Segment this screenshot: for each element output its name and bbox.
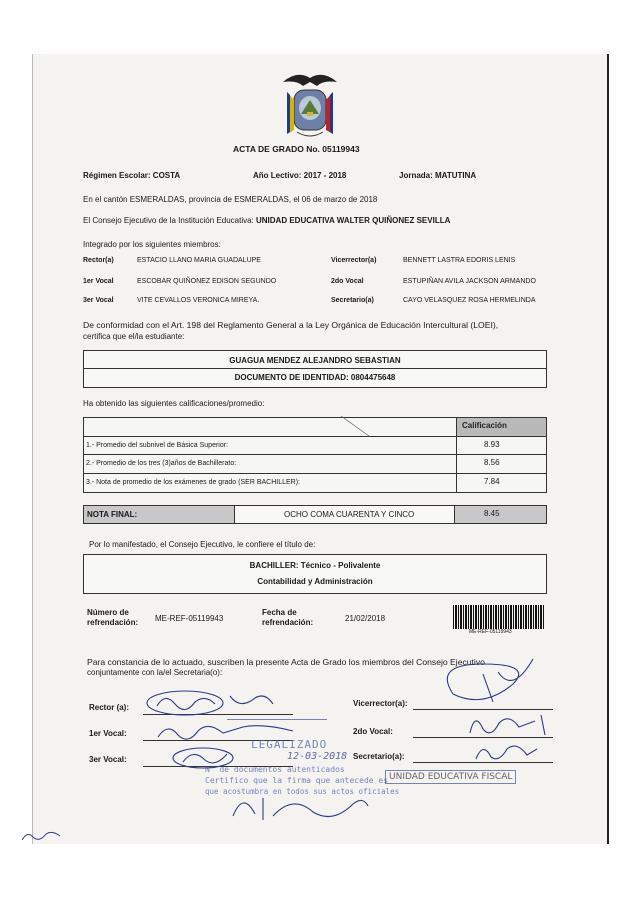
certification-stamp-2: que acostumbra en todos sus actos oficiales: [205, 787, 400, 796]
title-intro: Por lo manifestado, el Consejo Ejecutivo, le confiere el título de:: [89, 540, 316, 549]
member-role: Secretario(a): [331, 297, 374, 304]
member-name: ESTUPIÑAN AVILA JACKSON ARMANDO: [403, 278, 536, 285]
regimen-escolar: Régimen Escolar: COSTA: [83, 171, 181, 180]
final-grade-row: [83, 505, 547, 524]
secretario-signature: [471, 739, 541, 765]
location-date-line: En el cantón ESMERALDAS, provincia de ESMERALDAS, el 06 de marzo de 2018: [83, 195, 378, 204]
grade-row-label: 2.- Promedio de los tres (3)años de Bachillerato:: [86, 460, 237, 467]
conformity-line-2: certifica que el/la estudiante:: [83, 332, 185, 341]
vicerrector-label: Vicerrector(a):: [353, 699, 408, 708]
final-grade-label: NOTA FINAL:: [87, 510, 138, 519]
institution-prefix: El Consejo Ejecutivo de la Institución Educativa:: [83, 216, 254, 225]
member-name: VITE CEVALLOS VERONICA MIREYA.: [137, 297, 260, 304]
member-role: 1er Vocal: [83, 278, 114, 285]
ref-number-label: [87, 608, 138, 628]
ecuador-coat-of-arms-icon: [277, 70, 343, 140]
final-grade-value: 8.45: [484, 509, 500, 518]
member-name: BENNETT LASTRA EDORIS LENIS: [403, 257, 516, 264]
ref-number-label-1: Número de: [87, 608, 129, 617]
ref-date-label-1: Fecha de: [262, 608, 297, 617]
member-name: CAYO VELASQUEZ ROSA HERMELINDA: [403, 297, 536, 304]
ref-date-label: [262, 608, 313, 628]
grade-row-value: 7.84: [484, 477, 500, 486]
grades-table: [83, 417, 547, 493]
member-name: ESTACIO LLANO MARIA GUADALUPE: [137, 257, 261, 264]
unidad-educativa-stamp: UNIDAD EDUCATIVA FISCAL: [385, 770, 516, 784]
ref-number-value: ME-REF-05119943: [155, 614, 224, 623]
grade-row-label: 3.- Nota de promedio de los exámenes de grado (SER BACHILLER):: [86, 479, 300, 486]
document-title: ACTA DE GRADO No. 05119943: [233, 144, 360, 154]
anio-lectivo: Año Lectivo: 2017 - 2018: [253, 171, 347, 180]
secretario-label: Secretario(a):: [353, 752, 405, 761]
members-label: Integrado por los siguientes miembros:: [83, 240, 221, 249]
legalization-stamp-header: [227, 719, 337, 724]
institution-line: [83, 216, 450, 225]
ref-date-value: 21/02/2018: [345, 614, 386, 623]
member-role: 3er Vocal: [83, 297, 114, 304]
grade-row-value: 8.56: [484, 458, 500, 467]
vocal1-label: 1er Vocal:: [89, 729, 127, 738]
member-role: 2do Vocal: [331, 278, 364, 285]
grade-row-label: 1.- Promedio del subnivel de Básica Superior:: [86, 442, 229, 449]
student-box: [83, 350, 547, 388]
conformity-line-1: De conformidad con el Art. 198 del Reglamento General a la Ley Orgánica de Educación Intercultural (LOEI),: [83, 320, 499, 330]
vocal2-label: 2do Vocal:: [353, 727, 393, 736]
ref-number-label-2: refrendación:: [87, 618, 139, 627]
legalizado-stamp: LEGALIZADO: [251, 738, 328, 751]
vicerrector-signature: [423, 654, 553, 714]
degree-title-line-2: Contabilidad y Administración: [257, 577, 373, 586]
vocal3-label: 3er Vocal:: [89, 755, 127, 764]
student-document: DOCUMENTO DE IDENTIDAD: 0804475648: [234, 373, 396, 382]
document-page: [32, 54, 609, 844]
margin-annotation: [20, 826, 70, 844]
member-role: Rector(a): [83, 257, 114, 264]
certification-stamp: Certifico que la firma que antecede es: [205, 776, 389, 785]
grade-row-value: 8.93: [484, 440, 500, 449]
barcode-caption: ME-REF-05119943: [469, 629, 512, 635]
degree-title-line-1: BACHILLER: Técnico - Polivalente: [249, 561, 381, 570]
institution-name: UNIDAD EDUCATIVA WALTER QUIÑONEZ SEVILLA: [256, 216, 451, 225]
closing-line-2: conjuntamente con la/el Secretaria(o):: [87, 668, 223, 677]
ref-date-label-2: refrendación:: [262, 618, 314, 627]
grades-label: Ha obtenido las siguientes calificaciones/promedio:: [83, 399, 265, 408]
rector-label: Rector (a):: [89, 703, 130, 712]
member-role: Vicerrector(a): [331, 257, 377, 264]
member-name: ESCOBAR QUIÑONEZ EDISON SEGUNDO: [137, 278, 277, 285]
documents-stamp: N° de documentos autenticados: [205, 765, 345, 774]
final-grade-words: OCHO COMA CUARENTA Y CINCO: [284, 510, 415, 519]
closing-line-1: Para constancia de lo actuado, suscriben la presente Acta de Grado los miembros del Consejo Ejecutivo: [87, 657, 485, 667]
grades-header: Calificación: [462, 421, 507, 430]
barcode: [453, 605, 545, 629]
student-name: GUAGUA MENDEZ ALEJANDRO SEBASTIAN: [229, 356, 401, 365]
pen-mark-icon: [339, 414, 379, 444]
legalization-date: 12-03-2018: [287, 751, 348, 762]
rector-signature: [145, 686, 295, 720]
jornada: Jornada: MATUTINA: [399, 171, 477, 180]
vocal2-signature: [465, 709, 555, 739]
degree-title-box: [83, 554, 547, 594]
